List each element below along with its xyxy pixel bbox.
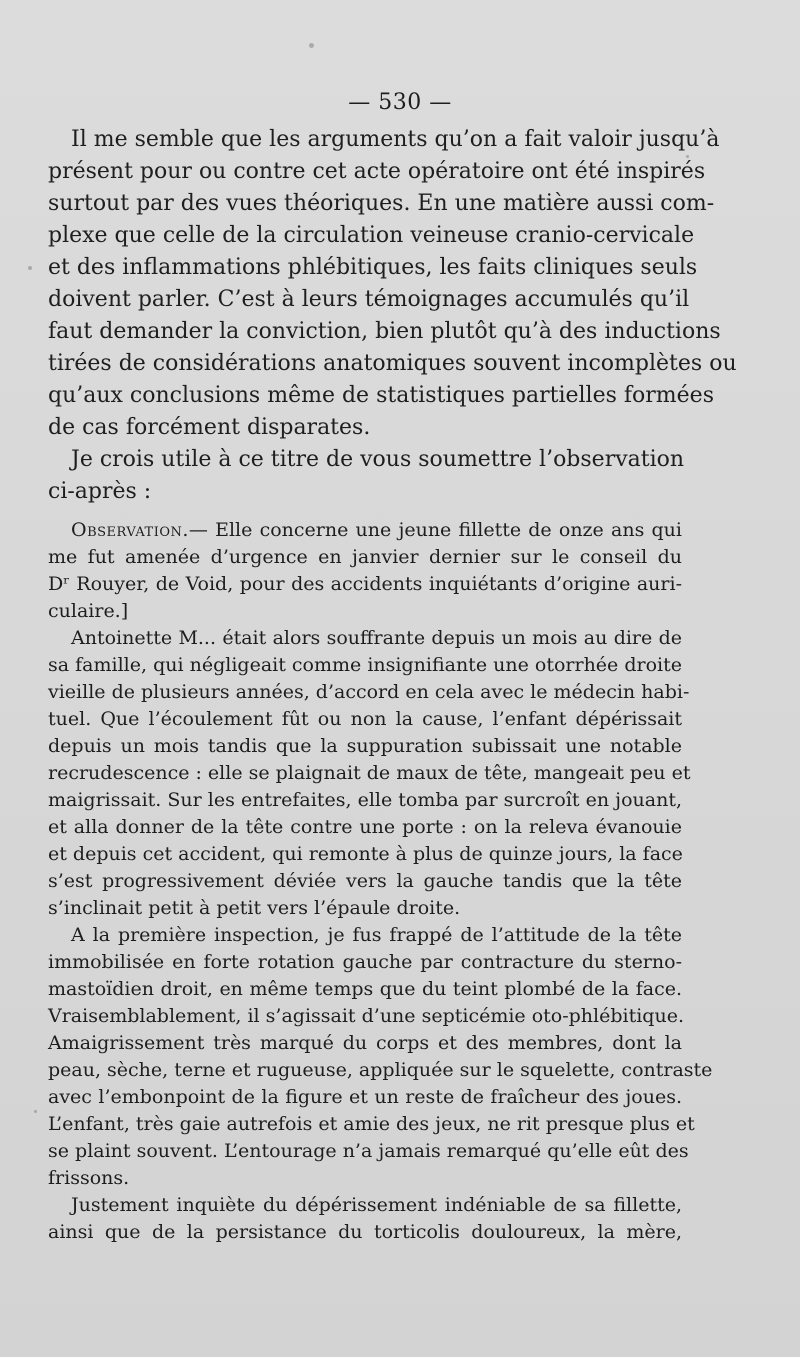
- intro-text: [48, 124, 737, 508]
- page-number: — 530 —: [348, 90, 452, 115]
- text-line: immobilisée en forte rotation gauche par contracture du sterno-: [48, 951, 682, 973]
- text-line: Justement inquiète du dépérissement indéniable de sa fillette,: [71, 1194, 682, 1216]
- text-line: L’enfant, très gaie autrefois et amie des jeux, ne rit presque plus et: [48, 1113, 695, 1135]
- text-line: s’inclinait petit à petit vers l’épaule droite.: [48, 897, 461, 919]
- scan-speck: [34, 1110, 37, 1113]
- text-line: et des inflammations phlébitiques, les faits cliniques seuls: [48, 255, 698, 280]
- text-line: présent pour ou contre cet acte opératoire ont été inspirés: [48, 159, 706, 184]
- observation-first-line: — Elle concerne une jeune fillette de onze ans qui: [188, 519, 682, 541]
- text-line: Dʳ Rouyer, de Void, pour des accidents inquiétants d’origine auri-: [48, 573, 682, 595]
- text-line: sa famille, qui négligeait comme insignifiante une otorrhée droite: [48, 654, 682, 676]
- scan-speck: [28, 266, 32, 270]
- text-line: Antoinette M... était alors souffrante depuis un mois au dire de: [71, 627, 682, 649]
- text-line: vieille de plusieurs années, d’accord en cela avec le médecin habi-: [48, 681, 690, 703]
- text-line: faut demander la conviction, bien plutôt qu’à des inductions: [48, 319, 721, 344]
- text-line: A la première inspection, je fus frappé de l’attitude de la tête: [71, 924, 682, 946]
- text-line: se plaint souvent. L’entourage n’a jamais remarqué qu’elle eût des: [48, 1140, 689, 1162]
- scan-speck: [309, 43, 314, 48]
- text-line: culaire.]: [48, 600, 129, 622]
- text-line: peau, sèche, terne et rugueuse, appliquée sur le squelette, contraste: [48, 1059, 713, 1081]
- text-line: recrudescence : elle se plaignait de maux de tête, mangeait peu et: [48, 762, 691, 784]
- text-line: surtout par des vues théoriques. En une matière aussi com-: [48, 191, 715, 216]
- text-line: [48, 517, 682, 544]
- text-line: et depuis cet accident, qui remonte à plus de quinze jours, la face: [48, 843, 683, 865]
- text-line: doivent parler. C’est à leurs témoignages accumulés qu’il: [48, 287, 690, 312]
- text-line: de cas forcément disparates.: [48, 415, 371, 440]
- text-line: Je crois utile à ce titre de vous soumettre l’observation: [71, 447, 685, 472]
- text-line: mastoïdien droit, en même temps que du teint plombé de la face.: [48, 978, 682, 1000]
- text-line: Il me semble que les arguments qu’on a fait valoir jusqu’à: [71, 127, 720, 152]
- text-line: ainsi que de la persistance du torticolis douloureux, la mère,: [48, 1221, 682, 1243]
- text-line: et alla donner de la tête contre une porte : on la releva évanouie: [48, 816, 682, 838]
- text-line: s’est progressivement déviée vers la gauche tandis que la tête: [48, 870, 682, 892]
- text-line: frissons.: [48, 1167, 130, 1189]
- observation-label: Observation.: [71, 519, 189, 541]
- text-line: depuis un mois tandis que la suppuration subissait une notable: [48, 735, 682, 757]
- text-line: me fut amenée d’urgence en janvier dernier sur le conseil du: [48, 546, 682, 568]
- observation-text: [48, 517, 713, 1246]
- text-line: tuel. Que l’écoulement fût ou non la cause, l’enfant dépérissait: [48, 708, 682, 730]
- text-line: Vraisemblablement, il s’agissait d’une septicémie oto-phlébitique.: [48, 1005, 684, 1027]
- text-line: tirées de considérations anatomiques souvent incomplètes ou: [48, 351, 737, 376]
- text-line: Amaigrissement très marqué du corps et des membres, dont la: [48, 1032, 682, 1054]
- text-line: avec l’embonpoint de la figure et un reste de fraîcheur des joues.: [48, 1086, 682, 1108]
- text-line: ci-après :: [48, 479, 152, 504]
- text-line: maigrissait. Sur les entrefaites, elle tomba par surcroît en jouant,: [48, 789, 682, 811]
- text-line: qu’aux conclusions même de statistiques partielles formées: [48, 383, 714, 408]
- text-line: plexe que celle de la circulation veineuse cranio-cervicale: [48, 223, 695, 248]
